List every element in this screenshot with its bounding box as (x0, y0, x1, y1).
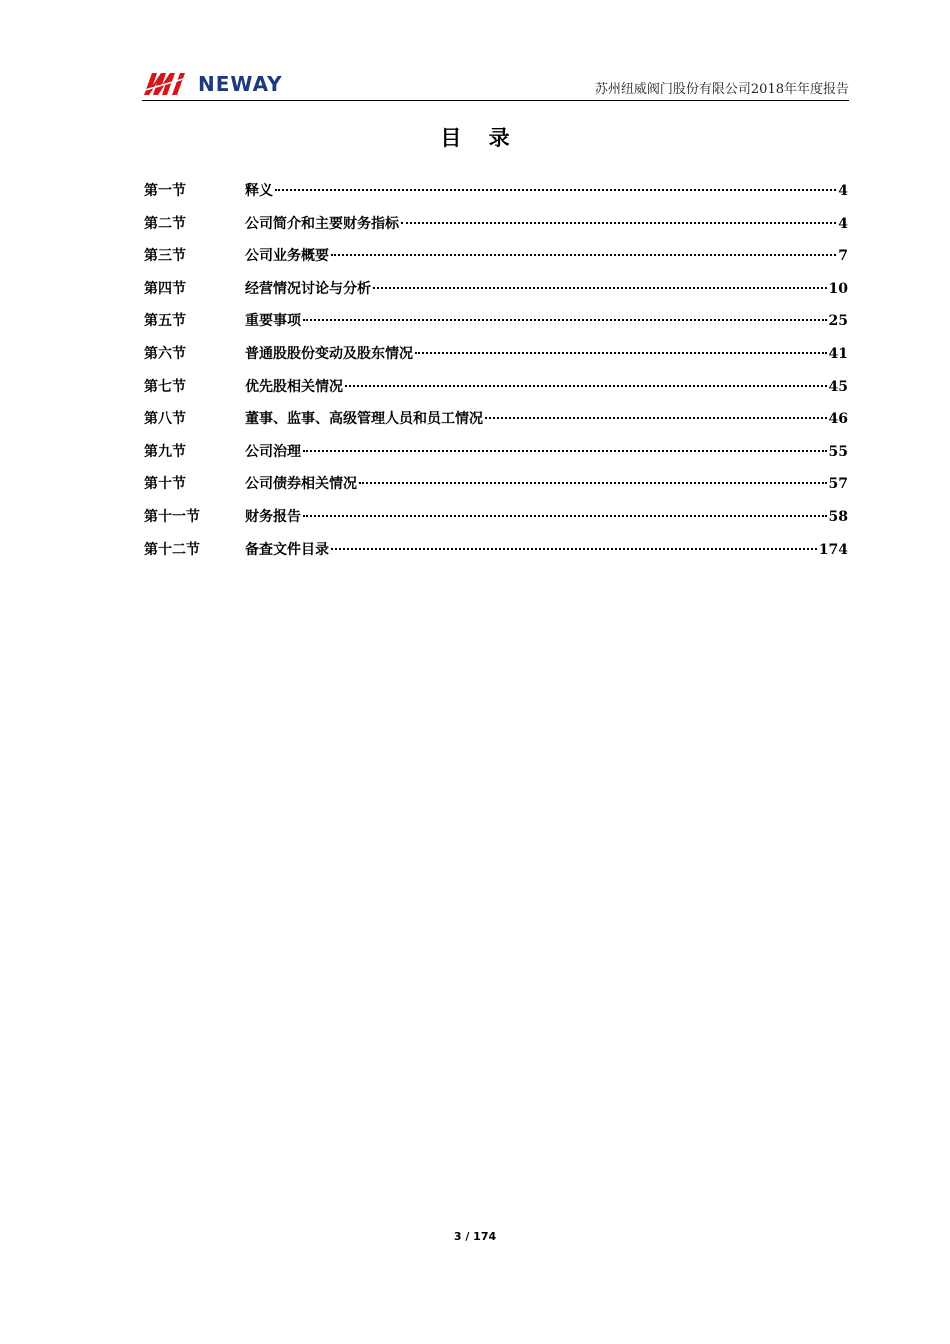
toc-row (144, 211, 848, 244)
toc-section-number: 第十节 (144, 476, 186, 493)
toc-entry-label: 财务报告 (245, 508, 301, 525)
toc-entry-label: 优先股相关情况 (245, 378, 343, 395)
toc-page-number: 58 (828, 508, 848, 525)
toc-page-number: 45 (828, 378, 848, 395)
toc-dot-leader (415, 352, 827, 354)
toc-section-number: 第六节 (144, 345, 186, 362)
toc-page-number: 46 (828, 411, 848, 428)
toc-row (144, 341, 848, 374)
toc-page-number: 4 (838, 183, 848, 199)
report-title: 苏州纽威阀门股份有限公司2018年年度报告 (594, 82, 849, 97)
toc-row (144, 406, 848, 439)
toc-dot-leader (373, 287, 827, 289)
table-of-contents (144, 178, 848, 569)
toc-entry-link[interactable] (245, 308, 848, 334)
toc-entry-label: 重要事项 (245, 313, 301, 330)
toc-row (144, 537, 848, 570)
toc-section-number: 第一节 (144, 183, 186, 199)
toc-section-number: 第十二节 (144, 541, 200, 558)
toc-page-number: 10 (828, 280, 848, 297)
toc-entry-link[interactable] (245, 374, 848, 400)
company-logo (142, 70, 283, 98)
toc-entry-link[interactable] (245, 439, 848, 465)
toc-dot-leader (275, 189, 836, 191)
toc-page-number: 55 (828, 443, 848, 460)
toc-dot-leader (303, 515, 827, 517)
toc-entry-label: 释义 (245, 183, 273, 199)
toc-entry-label: 公司治理 (245, 443, 301, 460)
toc-row (144, 439, 848, 472)
toc-dot-leader (303, 319, 827, 321)
toc-row (144, 243, 848, 276)
page-number: 3 / 174 (453, 1230, 497, 1243)
toc-entry-link[interactable] (245, 211, 848, 237)
toc-page-number: 7 (838, 248, 848, 265)
toc-entry-label: 公司业务概要 (245, 248, 329, 265)
toc-section-number: 第三节 (144, 248, 186, 265)
toc-page-number: 174 (818, 541, 848, 558)
toc-dot-leader (359, 482, 827, 484)
toc-row (144, 374, 848, 407)
toc-dot-leader (345, 385, 827, 387)
toc-entry-label: 公司债券相关情况 (245, 476, 357, 493)
toc-section-number: 第四节 (144, 280, 186, 297)
toc-entry-link[interactable] (245, 471, 848, 497)
logo-text: NEWAY (198, 72, 283, 96)
toc-row (144, 276, 848, 309)
toc-entry-link[interactable] (245, 243, 848, 269)
toc-entry-label: 备查文件目录 (245, 541, 329, 558)
toc-section-number: 第七节 (144, 378, 186, 395)
toc-entry-link[interactable] (245, 276, 848, 302)
toc-page-number: 25 (828, 313, 848, 330)
toc-entry-label: 公司简介和主要财务指标 (245, 215, 399, 232)
neway-logo-icon (142, 71, 192, 97)
page-header (142, 66, 849, 101)
toc-entry-link[interactable] (245, 341, 848, 367)
toc-entry-link[interactable] (245, 406, 848, 432)
toc-row (144, 471, 848, 504)
toc-page-number: 57 (828, 476, 848, 493)
toc-entry-label: 经营情况讨论与分析 (245, 280, 371, 297)
toc-section-number: 第八节 (144, 411, 186, 428)
toc-entry-link[interactable] (245, 504, 848, 530)
toc-dot-leader (331, 254, 836, 256)
toc-row (144, 308, 848, 341)
toc-section-number: 第十一节 (144, 508, 200, 525)
toc-section-number: 第九节 (144, 443, 186, 460)
toc-page-number: 41 (828, 345, 848, 362)
toc-entry-link[interactable] (245, 537, 848, 563)
toc-dot-leader (485, 417, 827, 419)
toc-row (144, 178, 848, 211)
toc-dot-leader (401, 222, 836, 224)
toc-entry-label: 董事、监事、高级管理人员和员工情况 (245, 411, 483, 428)
toc-entry-label: 普通股股份变动及股东情况 (245, 345, 413, 362)
toc-dot-leader (303, 450, 827, 452)
toc-entry-link[interactable] (245, 178, 848, 204)
toc-row (144, 504, 848, 537)
toc-section-number: 第五节 (144, 313, 186, 330)
toc-title: 目 录 (440, 126, 520, 150)
toc-section-number: 第二节 (144, 215, 186, 232)
toc-dot-leader (331, 548, 817, 550)
toc-page-number: 4 (838, 215, 848, 232)
